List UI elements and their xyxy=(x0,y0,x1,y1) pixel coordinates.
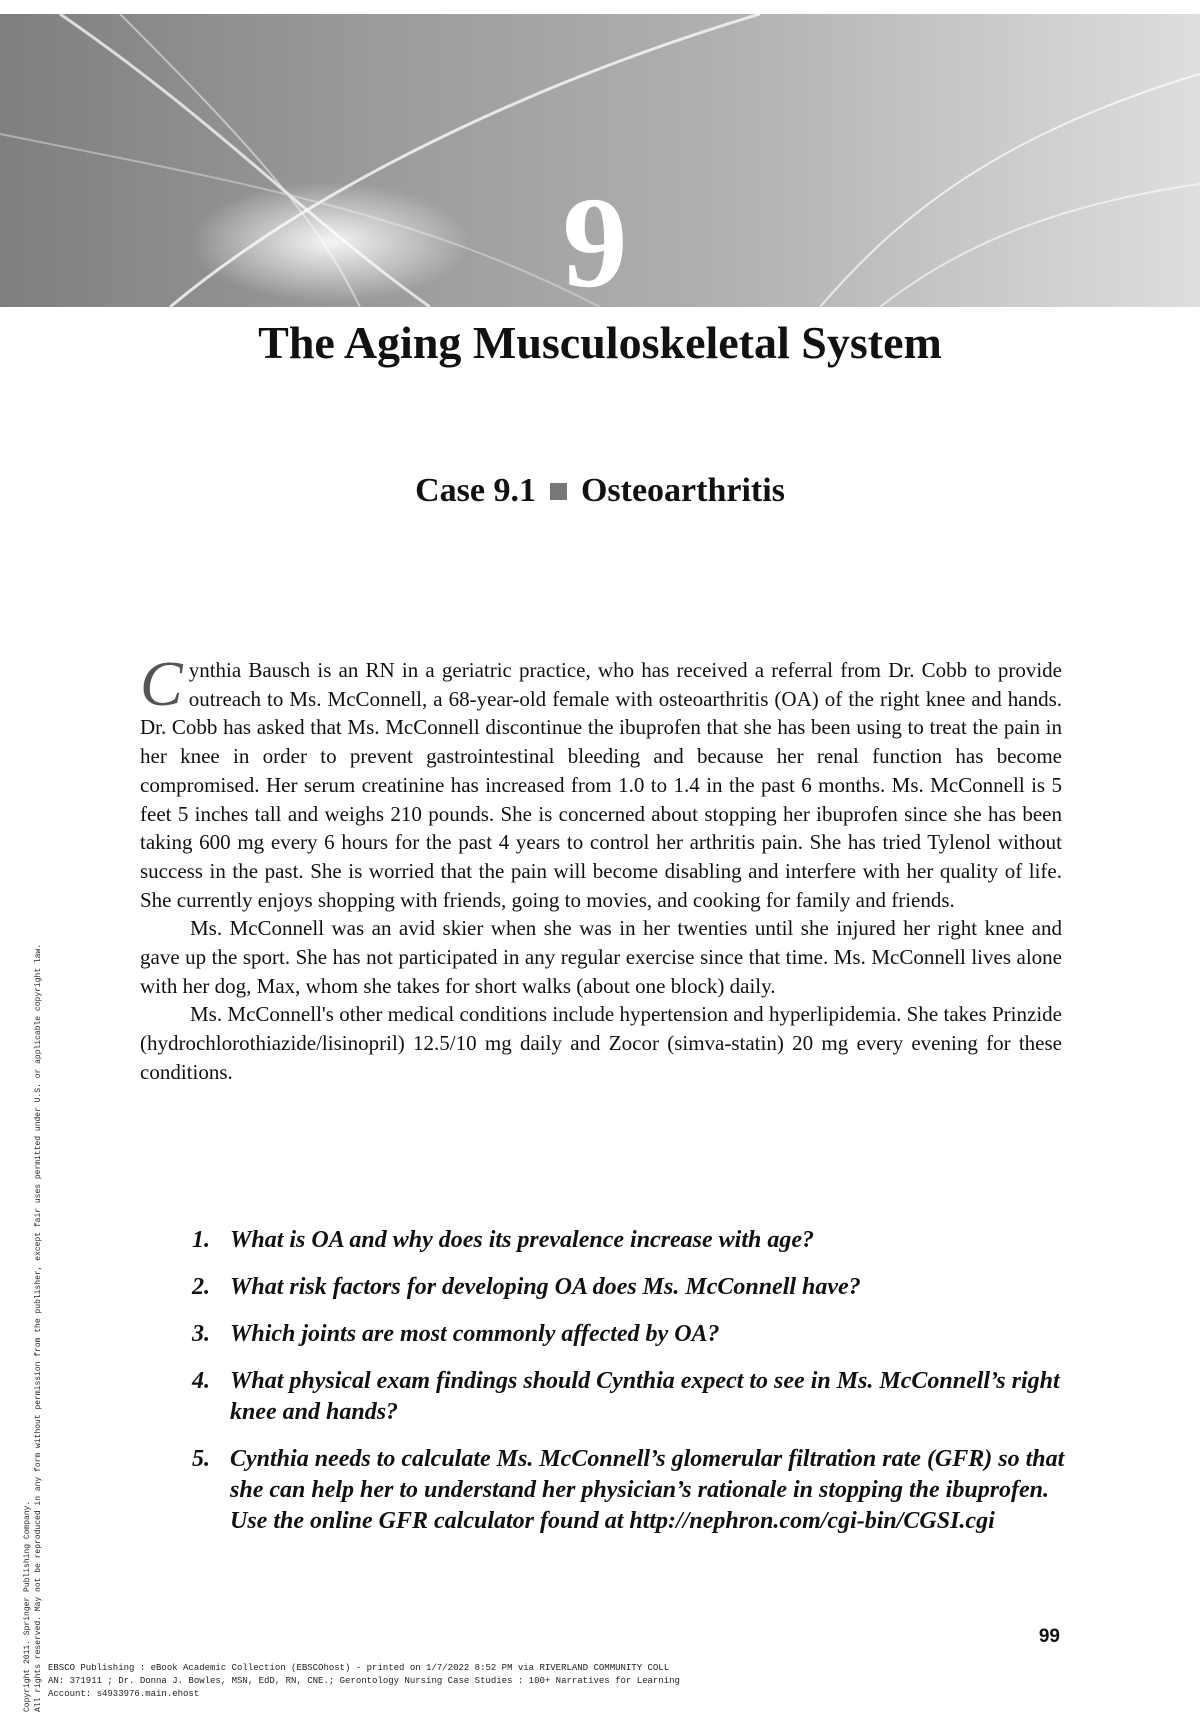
question-item xyxy=(192,1444,1072,1537)
copyright-line: All rights reserved. May not be reproduced in any form without permission from the publisher, except fair uses permitted under U.S. or applicable copyright law. xyxy=(34,943,43,1712)
question-list xyxy=(192,1225,1072,1553)
side-copyright-notice xyxy=(22,542,44,1712)
ebsco-footer xyxy=(48,1662,948,1701)
question-text: What is OA and why does its prevalence increase with age? xyxy=(230,1227,815,1253)
case-number: Case 9.1 xyxy=(415,472,536,509)
case-heading xyxy=(0,472,1200,510)
question-number: 1. xyxy=(192,1227,210,1253)
question-number: 4. xyxy=(192,1368,210,1394)
question-text: Which joints are most commonly affected by OA? xyxy=(230,1321,720,1347)
footer-line: Account: s4933976.main.ehost xyxy=(48,1689,200,1699)
question-text: Cynthia needs to calculate Ms. McConnell’s glomerular filtration rate (GFR) so that she can help her to understand her physician’s rationale in stopping the ibuprofen. Use the online GFR calculator found at http://nephron.com/cgi-bin/CGSI.cgi xyxy=(230,1446,1065,1534)
narrative-paragraph-2: Ms. McConnell was an avid skier when she was in her twenties until she injured her right knee and gave up the sport. She has not participated in any regular exercise since that time. Ms. McConnell lives alone with her dog, Max, whom she takes for short walks (about one block) daily. xyxy=(140,916,1062,998)
narrative-paragraph-1: Cynthia Bausch is an RN in a geriatric practice, who has received a referral from Dr. Cobb to provide outreach to Ms. McConnell, a 68-year-old female with osteoarthritis (OA) of the right knee and hands. Dr. Cobb has asked that Ms. McConnell discontinue the ibuprofen that she has been using to treat the pain in her knee in order to prevent gastrointestinal bleeding and because her renal function has become compromised. Her serum creatinine has increased from 1.0 to 1.4 in the past 6 months. Ms. McConnell is 5 feet 5 inches tall and weighs 210 pounds. She is concerned about stopping her ibuprofen since she has been taking 600 mg every 6 hours for the past 4 years to control her arthritis pain. She has tried Tylenol without success in the past. She is worried that the pain will become disabling and interfere with her quality of life. She currently enjoys shopping with friends, going to movies, and cooking for family and friends. xyxy=(140,648,1062,912)
case-title: Osteoarthritis xyxy=(580,472,785,509)
question-number: 2. xyxy=(192,1274,210,1300)
page-number: 99 xyxy=(1038,1626,1060,1647)
narrative-paragraph-3: Ms. McConnell's other medical conditions include hypertension and hyperlipidemia. She takes Prinzide (hydrochlorothiazide/lisinopril) 12.5/10 mg daily and Zocor (simva-statin) 20 mg every evening for these conditions. xyxy=(140,1002,1062,1084)
footer-line: EBSCO Publishing : eBook Academic Collection (EBSCOhost) - printed on 1/7/2022 8:52 PM via RIVERLAND COMMUNITY COLL xyxy=(48,1663,670,1673)
question-number: 5. xyxy=(192,1446,210,1472)
question-item xyxy=(192,1366,1072,1428)
chapter-title: The Aging Musculoskeletal System xyxy=(258,317,942,368)
square-bullet-icon xyxy=(550,483,567,500)
question-text: What physical exam findings should Cynthia expect to see in Ms. McConnell’s right knee and hands? xyxy=(230,1368,1060,1425)
question-item xyxy=(192,1225,1072,1256)
question-item xyxy=(192,1319,1072,1350)
drop-cap: C xyxy=(140,648,183,719)
footer-line: AN: 371911 ; Dr. Donna J. Bowles, MSN, EdD, RN, CNE.; Gerontology Nursing Case Studies : 100+ Narratives for Learning xyxy=(48,1676,680,1686)
question-number: 3. xyxy=(192,1321,210,1347)
chapter-number: 9 xyxy=(562,171,628,315)
question-item xyxy=(192,1272,1072,1303)
copyright-line: Copyright 2011. Springer Publishing Company. xyxy=(23,1500,32,1712)
question-text: What risk factors for developing OA does Ms. McConnell have? xyxy=(230,1274,861,1300)
case-narrative xyxy=(140,648,1062,1087)
